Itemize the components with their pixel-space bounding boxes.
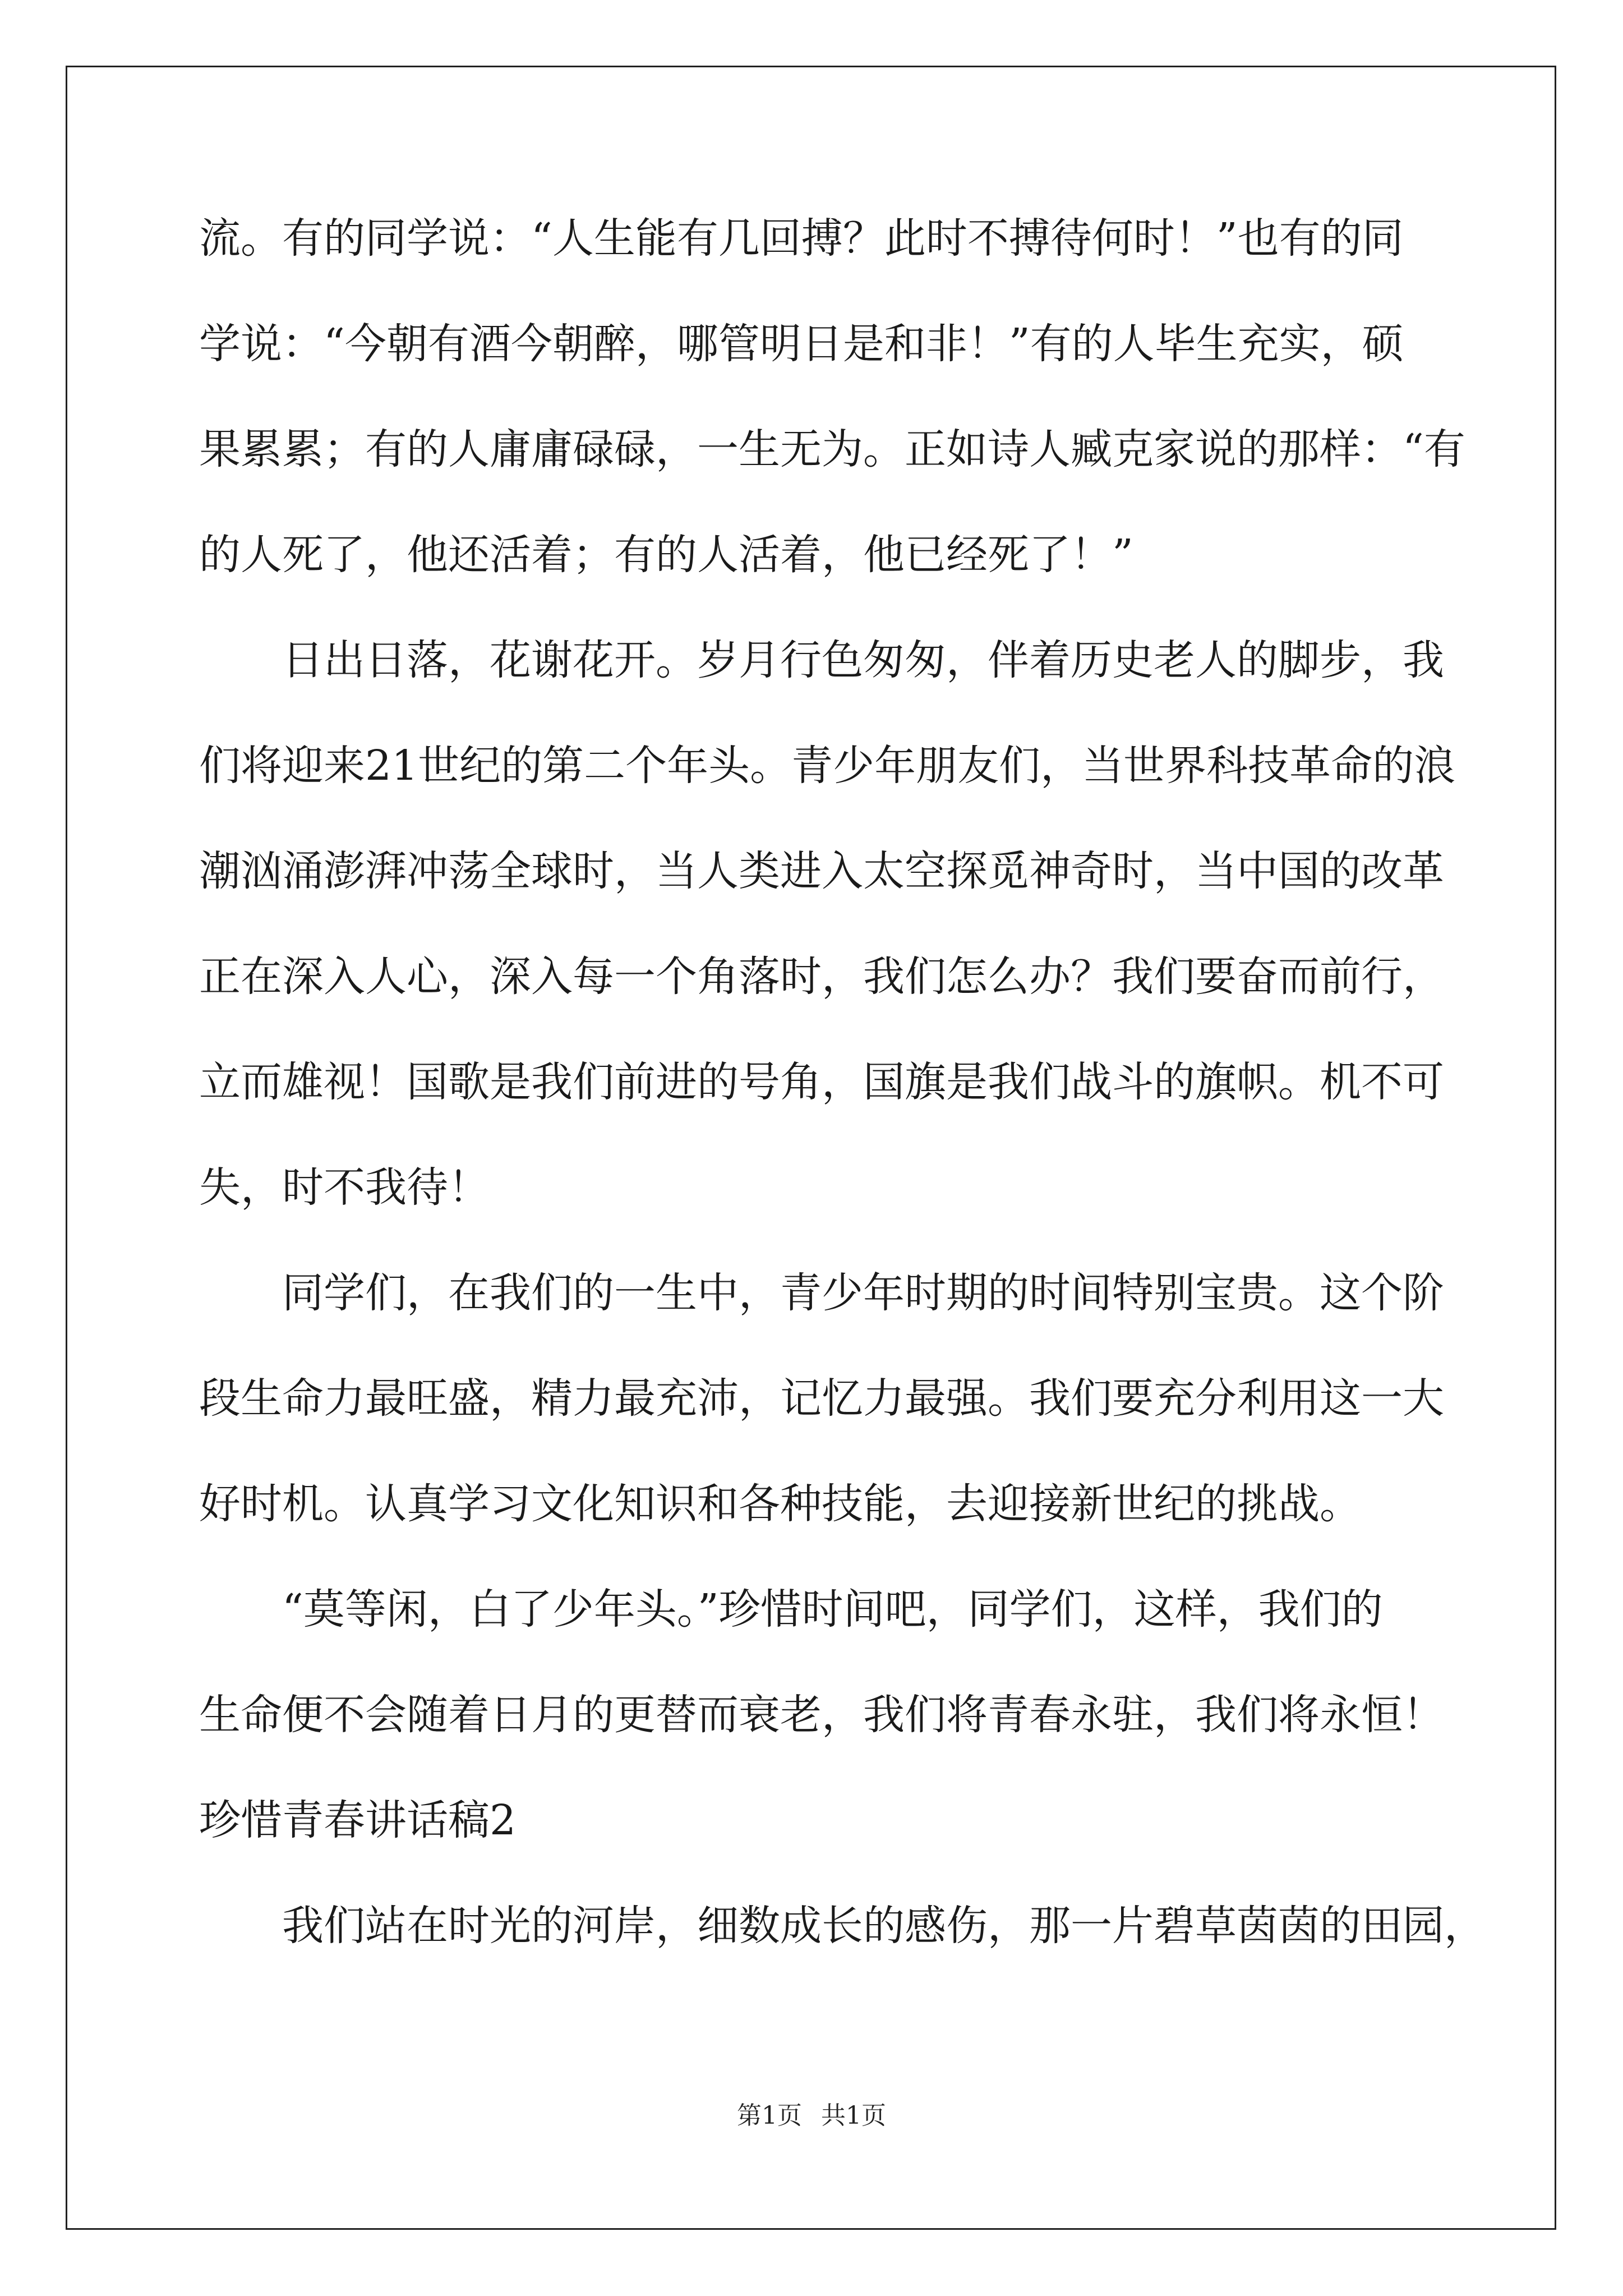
text-line: 失，时不我待！	[199, 1163, 490, 1212]
section-heading: 珍惜青春讲话稿2	[199, 1796, 517, 1844]
text-line: 好时机。认真学习文化知识和各种技能，去迎接新世纪的挑战。	[199, 1480, 1361, 1528]
text-line: 们将迎来21世纪的第二个年头。青少年朋友们，当世界科技革命的浪	[199, 742, 1456, 790]
text-line: 生命便不会随着日月的更替而衰老，我们将青春永驻，我们将永恒！	[199, 1691, 1444, 1739]
text-line: 日出日落，花谢花开。岁月行色匆匆，伴着历史老人的脚步，我	[282, 636, 1444, 684]
text-line: 的人死了，他还活着；有的人活着，他已经死了！”	[199, 531, 1133, 579]
text-line: 流。有的同学说：“人生能有几回搏？此时不搏待何时！”也有的同	[199, 214, 1404, 263]
page-number: 第1页	[737, 2101, 802, 2130]
text-line: 同学们，在我们的一生中，青少年时期的时间特别宝贵。这个阶	[282, 1269, 1444, 1317]
page-total: 共1页	[821, 2101, 886, 2130]
text-line: 果累累；有的人庸庸碌碌，一生无为。正如诗人臧克家说的那样：“有	[199, 425, 1465, 473]
text-line: 立而雄视！国歌是我们前进的号角，国旗是我们战斗的旗帜。机不可	[199, 1058, 1444, 1106]
page-footer	[0, 2099, 1623, 2133]
text-line: “莫等闲，白了少年头。”珍惜时间吧，同学们，这样，我们的	[282, 1585, 1383, 1634]
text-line: 潮汹涌澎湃冲荡全球时，当人类进入太空探觅神奇时，当中国的改革	[199, 847, 1444, 895]
text-line: 我们站在时光的河岸，细数成长的感伤，那一片碧草茵茵的田园，	[282, 1902, 1486, 1950]
text-line: 学说：“今朝有酒今朝醉，哪管明日是和非！”有的人毕生充实，硕	[199, 320, 1404, 368]
text-line: 正在深入人心，深入每一个角落时，我们怎么办？我们要奋而前行，	[199, 953, 1444, 1001]
text-line: 段生命力最旺盛，精力最充沛，记忆力最强。我们要充分利用这一大	[199, 1374, 1444, 1423]
